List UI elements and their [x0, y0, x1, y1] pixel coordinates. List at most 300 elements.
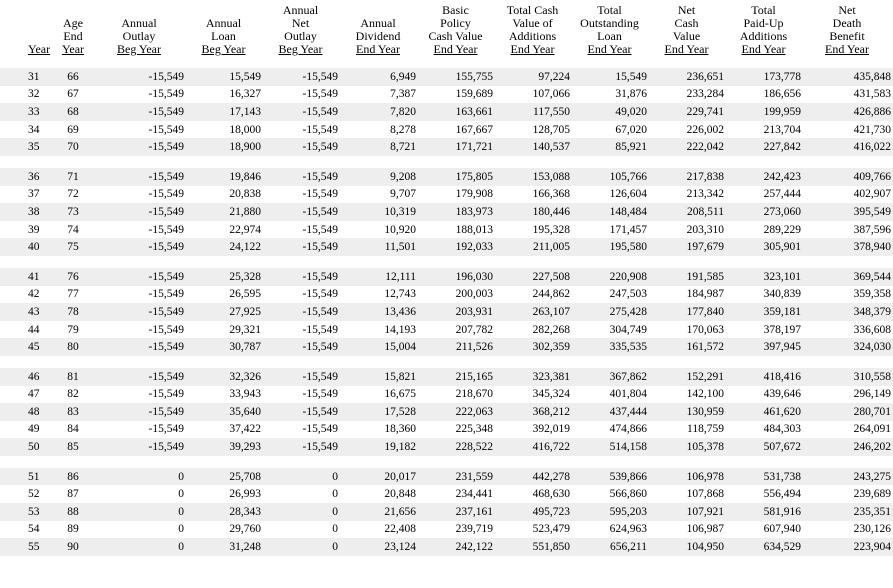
table-cell: 8,721: [340, 138, 418, 156]
table-cell: 401,804: [609, 388, 647, 401]
column-header-line: Annual: [205, 16, 242, 30]
table-cell: 218,670: [455, 388, 493, 401]
table-cell: 335,535: [572, 338, 649, 356]
table-cell: 188,013: [455, 223, 493, 236]
column-header-line: Value of: [512, 16, 553, 30]
table-cell: 280,701: [803, 403, 893, 421]
table-cell: 566,860: [609, 488, 647, 501]
table-cell: 227,842: [726, 138, 803, 156]
table-cell: 336,608: [853, 323, 891, 336]
table-row: [0, 103, 893, 121]
table-cell: 607,940: [763, 523, 801, 536]
table-row: [0, 303, 893, 321]
table-cell: 196,030: [418, 268, 495, 286]
table-cell: 551,850: [495, 538, 572, 556]
table-cell: 229,741: [649, 103, 726, 121]
table-header: [0, 4, 893, 56]
table-cell: 21,880: [186, 203, 263, 221]
spacer-row: [0, 56, 893, 68]
table-cell: 167,667: [455, 123, 493, 136]
table-cell: 234,441: [455, 488, 493, 501]
table-cell: 20,848: [384, 488, 416, 501]
column-header-line: Outstanding: [580, 16, 639, 30]
table-cell: -15,549: [302, 223, 338, 236]
column-header: [0, 4, 54, 56]
table-cell: 173,778: [726, 68, 803, 86]
table-cell: 15,549: [186, 68, 263, 86]
table-row: [0, 68, 893, 86]
table-row: [0, 168, 893, 186]
table-cell: 186,656: [763, 88, 801, 101]
table-cell: 11,501: [340, 238, 418, 256]
table-cell: -15,549: [148, 288, 184, 301]
table-row: [0, 86, 893, 104]
table-cell: 87: [67, 488, 79, 501]
column-header-line: End Year: [664, 42, 709, 56]
column-header-line: Year: [61, 42, 85, 56]
column-header-line: Paid-Up: [743, 16, 784, 30]
table-cell: -15,549: [263, 103, 340, 121]
table-cell: 539,866: [572, 468, 649, 486]
table-cell: 171,457: [609, 223, 647, 236]
table-cell: 242,423: [726, 168, 803, 186]
table-cell: 191,585: [649, 268, 726, 286]
table-cell: 33,943: [229, 388, 261, 401]
table-row: [0, 538, 893, 556]
table-row: [0, 338, 893, 356]
table-cell: 90: [54, 538, 94, 556]
table-cell: 323,101: [726, 268, 803, 286]
column-header-line: Beg Year: [278, 42, 323, 56]
table-cell: 282,268: [532, 323, 570, 336]
column-header-line: Cash: [674, 16, 699, 30]
table-cell: 378,940: [803, 238, 893, 256]
table-cell: 514,158: [572, 438, 649, 456]
table-cell: 302,359: [495, 338, 572, 356]
table-cell: 20,017: [340, 468, 418, 486]
table-cell: 304,749: [609, 323, 647, 336]
table-cell: 247,503: [609, 288, 647, 301]
table-cell: 230,126: [853, 523, 891, 536]
table-cell: 32,326: [186, 368, 263, 386]
table-cell: 85,921: [572, 138, 649, 156]
column-header-line: End Year: [433, 42, 478, 56]
column-header-line: Loan: [597, 29, 622, 43]
table-cell: -15,549: [94, 138, 186, 156]
table-cell: 656,211: [572, 538, 649, 556]
table-cell: 68: [54, 103, 94, 121]
column-header-line: Basic: [442, 3, 469, 17]
table-cell: 70: [54, 138, 94, 156]
table-cell: -15,549: [94, 238, 186, 256]
table-cell: 31,248: [186, 538, 263, 556]
table-cell: 369,544: [803, 268, 893, 286]
table-cell: 171,721: [418, 138, 495, 156]
table-cell: 67: [67, 88, 79, 101]
table-cell: 468,630: [532, 488, 570, 501]
table-cell: 107,921: [649, 503, 726, 521]
table-cell: 439,646: [763, 388, 801, 401]
table-cell: 416,722: [495, 438, 572, 456]
table-cell: 215,165: [418, 368, 495, 386]
table-cell: 16,675: [384, 388, 416, 401]
table-cell: 220,908: [572, 268, 649, 286]
table-cell: -15,549: [302, 388, 338, 401]
table-cell: -15,549: [263, 438, 340, 456]
table-cell: -15,549: [302, 323, 338, 336]
table-cell: 107,066: [532, 88, 570, 101]
table-cell: 161,572: [649, 338, 726, 356]
table-cell: 39: [28, 223, 40, 236]
column-header-line: Cash Value: [428, 29, 483, 43]
table-cell: 84: [67, 423, 79, 436]
table-cell: 531,738: [726, 468, 803, 486]
column-header: [94, 4, 186, 56]
table-cell: -15,549: [148, 123, 184, 136]
column-header-line: End Year: [741, 42, 786, 56]
table-cell: 12,743: [384, 288, 416, 301]
table-cell: 126,604: [609, 188, 647, 201]
column-header: [649, 4, 726, 56]
table-row: [0, 238, 893, 256]
table-cell: 49,020: [572, 103, 649, 121]
table-cell: 73: [54, 203, 94, 221]
table-cell: 323,381: [495, 368, 572, 386]
table-cell: 35,640: [186, 403, 263, 421]
table-cell: 85: [54, 438, 94, 456]
table-cell: 148,484: [572, 203, 649, 221]
table-cell: 203,931: [418, 303, 495, 321]
table-cell: 228,522: [418, 438, 495, 456]
table-cell: 367,862: [572, 368, 649, 386]
table-cell: 213,342: [686, 188, 724, 201]
table-cell: 80: [54, 338, 94, 356]
table-cell: 223,904: [803, 538, 893, 556]
table-cell: 105,378: [649, 438, 726, 456]
table-cell: 368,212: [495, 403, 572, 421]
table-cell: 13,436: [340, 303, 418, 321]
table-cell: 484,303: [763, 423, 801, 436]
table-cell: 263,107: [495, 303, 572, 321]
table-cell: -15,549: [263, 238, 340, 256]
table-cell: 22,974: [229, 223, 261, 236]
column-header-line: End Year: [356, 42, 400, 56]
table-cell: 83: [54, 403, 94, 421]
table-cell: -15,549: [302, 123, 338, 136]
table-cell: 82: [67, 388, 79, 401]
table-cell: 89: [67, 523, 79, 536]
table-cell: 222,063: [418, 403, 495, 421]
table-cell: 27,925: [186, 303, 263, 321]
table-cell: 10,920: [384, 223, 416, 236]
table-cell: 12,111: [340, 268, 418, 286]
column-header-line: Outlay: [284, 29, 317, 43]
table-cell: -15,549: [94, 303, 186, 321]
table-cell: 31: [0, 68, 54, 86]
column-header-line: Net: [291, 16, 310, 30]
table-cell: 23,124: [340, 538, 418, 556]
column-header-line: Annual: [282, 3, 319, 17]
column-header: [418, 4, 495, 56]
table-cell: 66: [54, 68, 94, 86]
table-cell: -15,549: [94, 338, 186, 356]
column-header-line: Net: [838, 3, 856, 17]
table-cell: -15,549: [148, 88, 184, 101]
group-gap: [0, 456, 893, 468]
table-cell: 37,422: [229, 423, 261, 436]
column-header-line: Total Cash: [506, 3, 559, 17]
table-row: [0, 203, 893, 221]
table-cell: 26,993: [229, 488, 261, 501]
table-cell: 29,321: [229, 323, 261, 336]
table-cell: -15,549: [148, 323, 184, 336]
table-cell: 595,203: [572, 503, 649, 521]
table-cell: 17,528: [340, 403, 418, 421]
table-cell: 106,978: [649, 468, 726, 486]
column-header-line: Benefit: [829, 29, 865, 43]
table-cell: 324,030: [803, 338, 893, 356]
table-cell: 225,348: [455, 423, 493, 436]
table-cell: 18,360: [384, 423, 416, 436]
table-cell: 0: [178, 523, 184, 536]
column-header-line: End Year: [587, 42, 632, 56]
table-cell: -15,549: [94, 203, 186, 221]
table-cell: -15,549: [148, 188, 184, 201]
table-cell: 236,651: [649, 68, 726, 86]
table-cell: 140,537: [495, 138, 572, 156]
table-cell: 289,229: [763, 223, 801, 236]
table-cell: 402,907: [853, 188, 891, 201]
table-cell: 15,549: [572, 68, 649, 86]
table-cell: 387,596: [853, 223, 891, 236]
table-cell: 340,839: [763, 288, 801, 301]
table-cell: 166,368: [532, 188, 570, 201]
table-cell: 49: [28, 423, 40, 436]
table-cell: 495,723: [495, 503, 572, 521]
table-cell: 7,820: [340, 103, 418, 121]
table-cell: 0: [94, 503, 186, 521]
table-cell: 106,987: [686, 523, 724, 536]
table-cell: 634,529: [726, 538, 803, 556]
table-cell: 177,840: [649, 303, 726, 321]
table-cell: 51: [0, 468, 54, 486]
table-body: [0, 56, 893, 556]
table-cell: 0: [178, 488, 184, 501]
column-header-line: End Year: [825, 42, 869, 56]
table-cell: 75: [54, 238, 94, 256]
table-cell: 39,293: [186, 438, 263, 456]
table-row: [0, 521, 893, 539]
table-cell: 183,973: [418, 203, 495, 221]
table-cell: 38: [0, 203, 54, 221]
table-cell: 86: [54, 468, 94, 486]
table-cell: 0: [263, 503, 340, 521]
column-header-line: Additions: [508, 29, 557, 43]
column-header: [726, 4, 803, 56]
table-row: [0, 268, 893, 286]
table-cell: 431,583: [853, 88, 891, 101]
table-cell: 421,730: [853, 123, 891, 136]
column-header-line: Loan: [211, 29, 236, 43]
table-row: [0, 221, 893, 239]
column-header-line: Annual: [121, 16, 157, 30]
table-cell: -15,549: [302, 188, 338, 201]
table-cell: 239,689: [853, 488, 891, 501]
table-cell: -15,549: [94, 103, 186, 121]
table-cell: 0: [332, 523, 338, 536]
table-cell: 97,224: [495, 68, 572, 86]
table-cell: 195,328: [532, 223, 570, 236]
table-cell: -15,549: [263, 268, 340, 286]
table-cell: -15,549: [263, 338, 340, 356]
group-gap: [0, 156, 893, 168]
table-cell: 217,838: [649, 168, 726, 186]
table-cell: 305,901: [726, 238, 803, 256]
table-cell: 25,708: [186, 468, 263, 486]
table-cell: -15,549: [302, 88, 338, 101]
table-cell: 437,444: [572, 403, 649, 421]
table-cell: 45: [0, 338, 54, 356]
table-cell: 155,755: [418, 68, 495, 86]
table-cell: 211,005: [495, 238, 572, 256]
table-cell: -15,549: [263, 168, 340, 186]
table-cell: 235,351: [803, 503, 893, 521]
group-gap: [0, 356, 893, 368]
table-cell: 199,959: [726, 103, 803, 121]
table-cell: 36: [0, 168, 54, 186]
table-cell: 345,324: [532, 388, 570, 401]
group-gap: [0, 256, 893, 268]
table-cell: 48: [0, 403, 54, 421]
table-cell: -15,549: [94, 268, 186, 286]
table-cell: 226,002: [686, 123, 724, 136]
table-cell: 624,963: [609, 523, 647, 536]
table-cell: 21,656: [340, 503, 418, 521]
table-cell: 37: [28, 188, 40, 201]
table-cell: 152,291: [649, 368, 726, 386]
table-cell: 159,689: [455, 88, 493, 101]
table-cell: 175,805: [418, 168, 495, 186]
table-cell: -15,549: [263, 303, 340, 321]
table-cell: 79: [67, 323, 79, 336]
table-cell: 474,866: [609, 423, 647, 436]
table-row: [0, 438, 893, 456]
table-cell: 392,019: [532, 423, 570, 436]
table-cell: 72: [67, 188, 79, 201]
table-row: [0, 485, 893, 503]
table-row: [0, 403, 893, 421]
column-header-line: Dividend: [355, 29, 401, 43]
table-cell: 359,181: [726, 303, 803, 321]
table-cell: 118,759: [687, 423, 724, 436]
table-cell: 142,100: [686, 388, 724, 401]
column-header-line: Beg Year: [117, 42, 161, 56]
table-cell: 107,868: [686, 488, 724, 501]
table-cell: -15,549: [302, 423, 338, 436]
column-header: [340, 4, 418, 56]
table-cell: 418,416: [726, 368, 803, 386]
table-cell: 8,278: [390, 123, 416, 136]
table-cell: 104,950: [649, 538, 726, 556]
table-cell: 222,042: [649, 138, 726, 156]
table-cell: 378,197: [763, 323, 801, 336]
column-header-line: End: [63, 29, 83, 43]
column-header-line: Policy: [440, 16, 471, 30]
table-cell: 117,550: [495, 103, 572, 121]
table-cell: -15,549: [263, 368, 340, 386]
table-cell: 29,760: [229, 523, 261, 536]
table-cell: 15,821: [340, 368, 418, 386]
table-cell: 203,310: [686, 223, 724, 236]
table-row: [0, 503, 893, 521]
table-cell: 20,838: [229, 188, 261, 201]
column-header-line: Annual: [360, 16, 396, 30]
table-cell: 81: [54, 368, 94, 386]
table-cell: 195,580: [572, 238, 649, 256]
table-cell: 6,949: [340, 68, 418, 86]
column-header-line: Net: [677, 3, 696, 17]
table-cell: 41: [0, 268, 54, 286]
table-cell: 0: [332, 488, 338, 501]
table-cell: 231,559: [418, 468, 495, 486]
table-cell: 275,428: [572, 303, 649, 321]
table-cell: 0: [94, 468, 186, 486]
table-cell: 53: [0, 503, 54, 521]
table-cell: 128,705: [532, 123, 570, 136]
table-cell: 257,444: [763, 188, 801, 201]
table-cell: 105,766: [572, 168, 649, 186]
table-cell: 264,091: [853, 423, 891, 436]
column-header-line: Beg Year: [201, 42, 246, 56]
table-cell: 46: [0, 368, 54, 386]
table-cell: 184,987: [686, 288, 724, 301]
table-cell: 15,004: [340, 338, 418, 356]
table-cell: 9,208: [340, 168, 418, 186]
table-cell: 179,908: [455, 188, 493, 201]
policy-illustration-table: [0, 4, 893, 556]
table-row: [0, 386, 893, 404]
column-header-line: Age: [63, 16, 83, 30]
column-header-line: [0, 17, 52, 30]
table-cell: 246,202: [803, 438, 893, 456]
table-cell: -15,549: [148, 423, 184, 436]
table-row: [0, 138, 893, 156]
table-cell: 237,161: [418, 503, 495, 521]
table-cell: 556,494: [763, 488, 801, 501]
table-cell: 52: [28, 488, 40, 501]
table-cell: 88: [54, 503, 94, 521]
table-cell: 18,900: [186, 138, 263, 156]
table-cell: 25,328: [186, 268, 263, 286]
table-cell: 416,022: [803, 138, 893, 156]
table-cell: 581,916: [726, 503, 803, 521]
table-cell: 9,707: [390, 188, 416, 201]
table-cell: -15,549: [94, 68, 186, 86]
table-row: [0, 121, 893, 139]
table-cell: 213,704: [763, 123, 801, 136]
table-cell: 54: [28, 523, 40, 536]
table-cell: 239,719: [455, 523, 493, 536]
table-cell: 192,033: [418, 238, 495, 256]
table-cell: 273,060: [726, 203, 803, 221]
table-cell: 19,182: [340, 438, 418, 456]
table-cell: 233,284: [686, 88, 724, 101]
table-cell: 14,193: [384, 323, 416, 336]
table-cell: 523,479: [532, 523, 570, 536]
table-cell: -15,549: [94, 368, 186, 386]
table-cell: 242,122: [418, 538, 495, 556]
table-cell: -15,549: [148, 223, 184, 236]
